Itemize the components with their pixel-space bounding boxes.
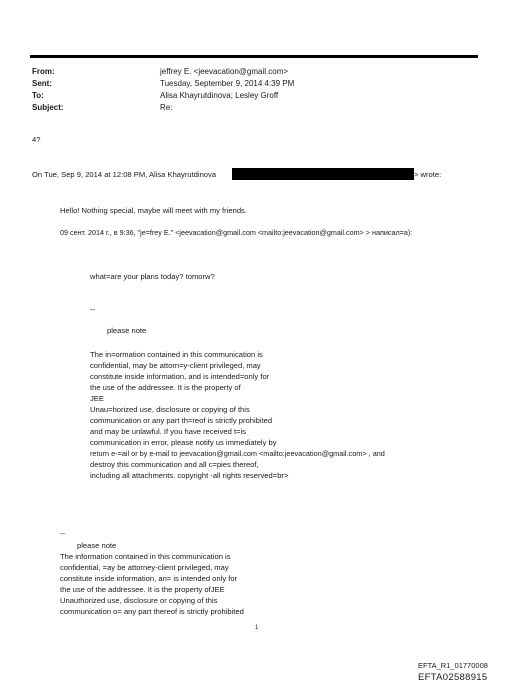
notice-line: constitute inside information, and is intended=only for (90, 372, 270, 381)
notice-line: Unauthorized use, disclosure or copying of this (60, 596, 218, 605)
separator-dashes: -- (60, 529, 66, 538)
notice-line: confidential, may be attorn=y-client privileged, may (90, 361, 261, 370)
separator-dashes: -- (90, 305, 96, 314)
notice-line: confidential, =ay be attorney-client privileged, may (60, 563, 229, 572)
redaction-block (232, 168, 414, 180)
document-reference-2: EFTA02588915 (418, 672, 488, 683)
sent-label: Sent: (32, 79, 52, 88)
sent-value: Tuesday, September 9, 2014 4:39 PM (160, 79, 295, 88)
notice-line: communication or any part th=reof is strictly prohibited (90, 416, 273, 425)
notice-line: destroy this communication and all c=pies thereof, (90, 460, 259, 469)
please-note-heading: please note (107, 326, 147, 335)
reply-text: 4? (32, 135, 41, 144)
notice-line: and may be unlawful. If you have received t=is (90, 427, 246, 436)
notice-line: The in=ormation contained in this communication is (90, 350, 263, 359)
header-rule (30, 55, 478, 58)
notice-line: return e-=ail or by e-mail to jeevacation@gmail.com <mailto:jeevacation@gmail.com> , and (90, 449, 385, 458)
please-note-heading: please note (77, 541, 117, 550)
from-value: jeffrey E. <jeevacation@gmail.com> (160, 67, 289, 76)
notice-line: Unau=horized use, disclosure or copying of this (90, 405, 250, 414)
document-reference-1: EFTA_R1_01770008 (418, 661, 488, 670)
notice-line: communication o= any part thereof is strictly prohibited (60, 607, 244, 616)
notice-line: communication in error, please notify us immediately by (90, 438, 277, 447)
quote-intro: On Tue, Sep 9, 2014 at 12:08 PM, Alisa Khayrutdinova (32, 170, 217, 179)
page-number: 1 (255, 625, 259, 631)
notice-line: including all attachments. copyright -all rights reserved=br> (90, 471, 289, 480)
notice-line: The information contained in this communication is (60, 552, 231, 561)
from-label: From: (32, 67, 55, 76)
notice-line: the use of the addressee. It is the property of (90, 383, 241, 392)
notice-line: the use of the addressee. It is the property ofJEE (60, 585, 225, 594)
notice-line: constitute inside information, an= is intended only for (60, 574, 238, 583)
question-line: what=are your plans today? tomorw? (90, 272, 215, 281)
subject-label: Subject: (32, 103, 64, 112)
notice-line: JEE (90, 394, 104, 403)
quote-intro-suffix: > wrote: (414, 170, 442, 179)
russian-quote-intro: 09 сент. 2014 г., в 9:36, "je=frey E." <jeevacation@gmail.com <mailto:jeevacation@gmail.com> > написал=а): (60, 228, 413, 237)
to-label: To: (32, 91, 44, 100)
subject-value: Re: (160, 103, 173, 112)
hello-line: Hello! Nothing special, maybe will meet with my friends. (60, 206, 247, 215)
to-value: Alisa Khayrutdinova; Lesley Groff (160, 91, 279, 100)
